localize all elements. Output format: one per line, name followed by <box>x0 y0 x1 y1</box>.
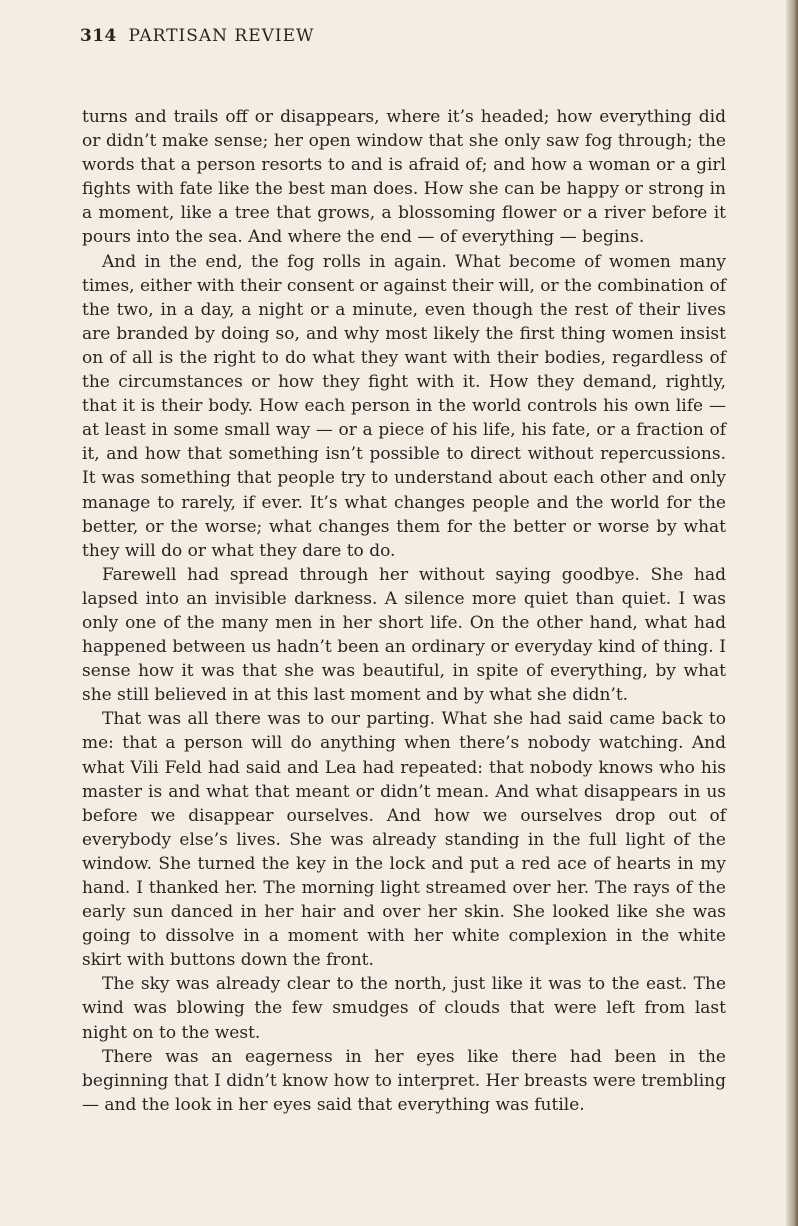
paragraph-4: That was all there was to our parting. What she had said came back to me: that a person will do anything when there’s nobody watching. And what Vili Feld had said and Lea had repeated: that nobody knows who his master is and what that meant or didn’t mean. And what disappears in us before we disappear ourselves. And how we ourselves drop out of everybody else’s lives. She was already standing in the full light of the window. She turned the key in the lock and put a red ace of hearts in my hand. I thanked her. The morning light streamed over her. The rays of the early sun danced in her hair and over her skin. She looked like she was going to dissolve in a moment with her white complexion in the white skirt with buttons down the front. <box>82 709 726 971</box>
body-text <box>82 105 726 1117</box>
running-head <box>80 26 315 46</box>
paragraph-5: The sky was already clear to the north, just like it was to the east. The wind was blowing the few smudges of clouds that were left from last night on to the west. <box>82 974 726 1043</box>
journal-title: PARTISAN REVIEW <box>128 26 315 46</box>
page-edge-shadow <box>786 0 798 1226</box>
page-number: 314 <box>80 26 117 46</box>
paragraph-3: Farewell had spread through her without saying goodbye. She had lapsed into an invisible darkness. A silence more quiet than quiet. I was only one of the many men in her short life. On the other hand, what had happened between us hadn’t been an ordinary or everyday kind of thing. I sense how it was that she was beautiful, in spite of everything, by what she still believed in at this last moment and by what she didn’t. <box>82 564 726 706</box>
paragraph-6: There was an eagerness in her eyes like there had been in the beginning that I didn’t know how to interpret. Her breasts were trembling — and the look in her eyes said that everything was futile. <box>82 1046 726 1115</box>
paragraph-2: And in the end, the fog rolls in again. What become of women many times, either with their consent or against their will, or the combination of the two, in a day, a night or a minute, even though the rest of their lives are branded by doing so, and why most likely the first thing women insist on of all is the right to do what they want with their bodies, regardless of the circumstances or how they fight with it. How they demand, rightly, that it is their body. How each person in the world controls his own life — at least in some small way — or a piece of his life, his fate, or a fraction of it, and how that something isn’t possible to direct without repercussions. It was something that people try to understand about each other and only manage to rarely, if ever. It’s what changes people and the world for the better, or the worse; what changes them for the better or worse by what they will do or what they dare to do. <box>82 251 726 561</box>
paragraph-1: turns and trails off or disappears, where it’s headed; how everything did or didn’t make sense; her open window that she only saw fog through; the words that a person resorts to and is afraid of; and how a woman or a girl fights with fate like the best man does. How she can be happy or strong in a moment, like a tree that grows, a blossoming flower or a river before it pours into the sea. And where the end — of everything — begins. <box>82 107 726 248</box>
